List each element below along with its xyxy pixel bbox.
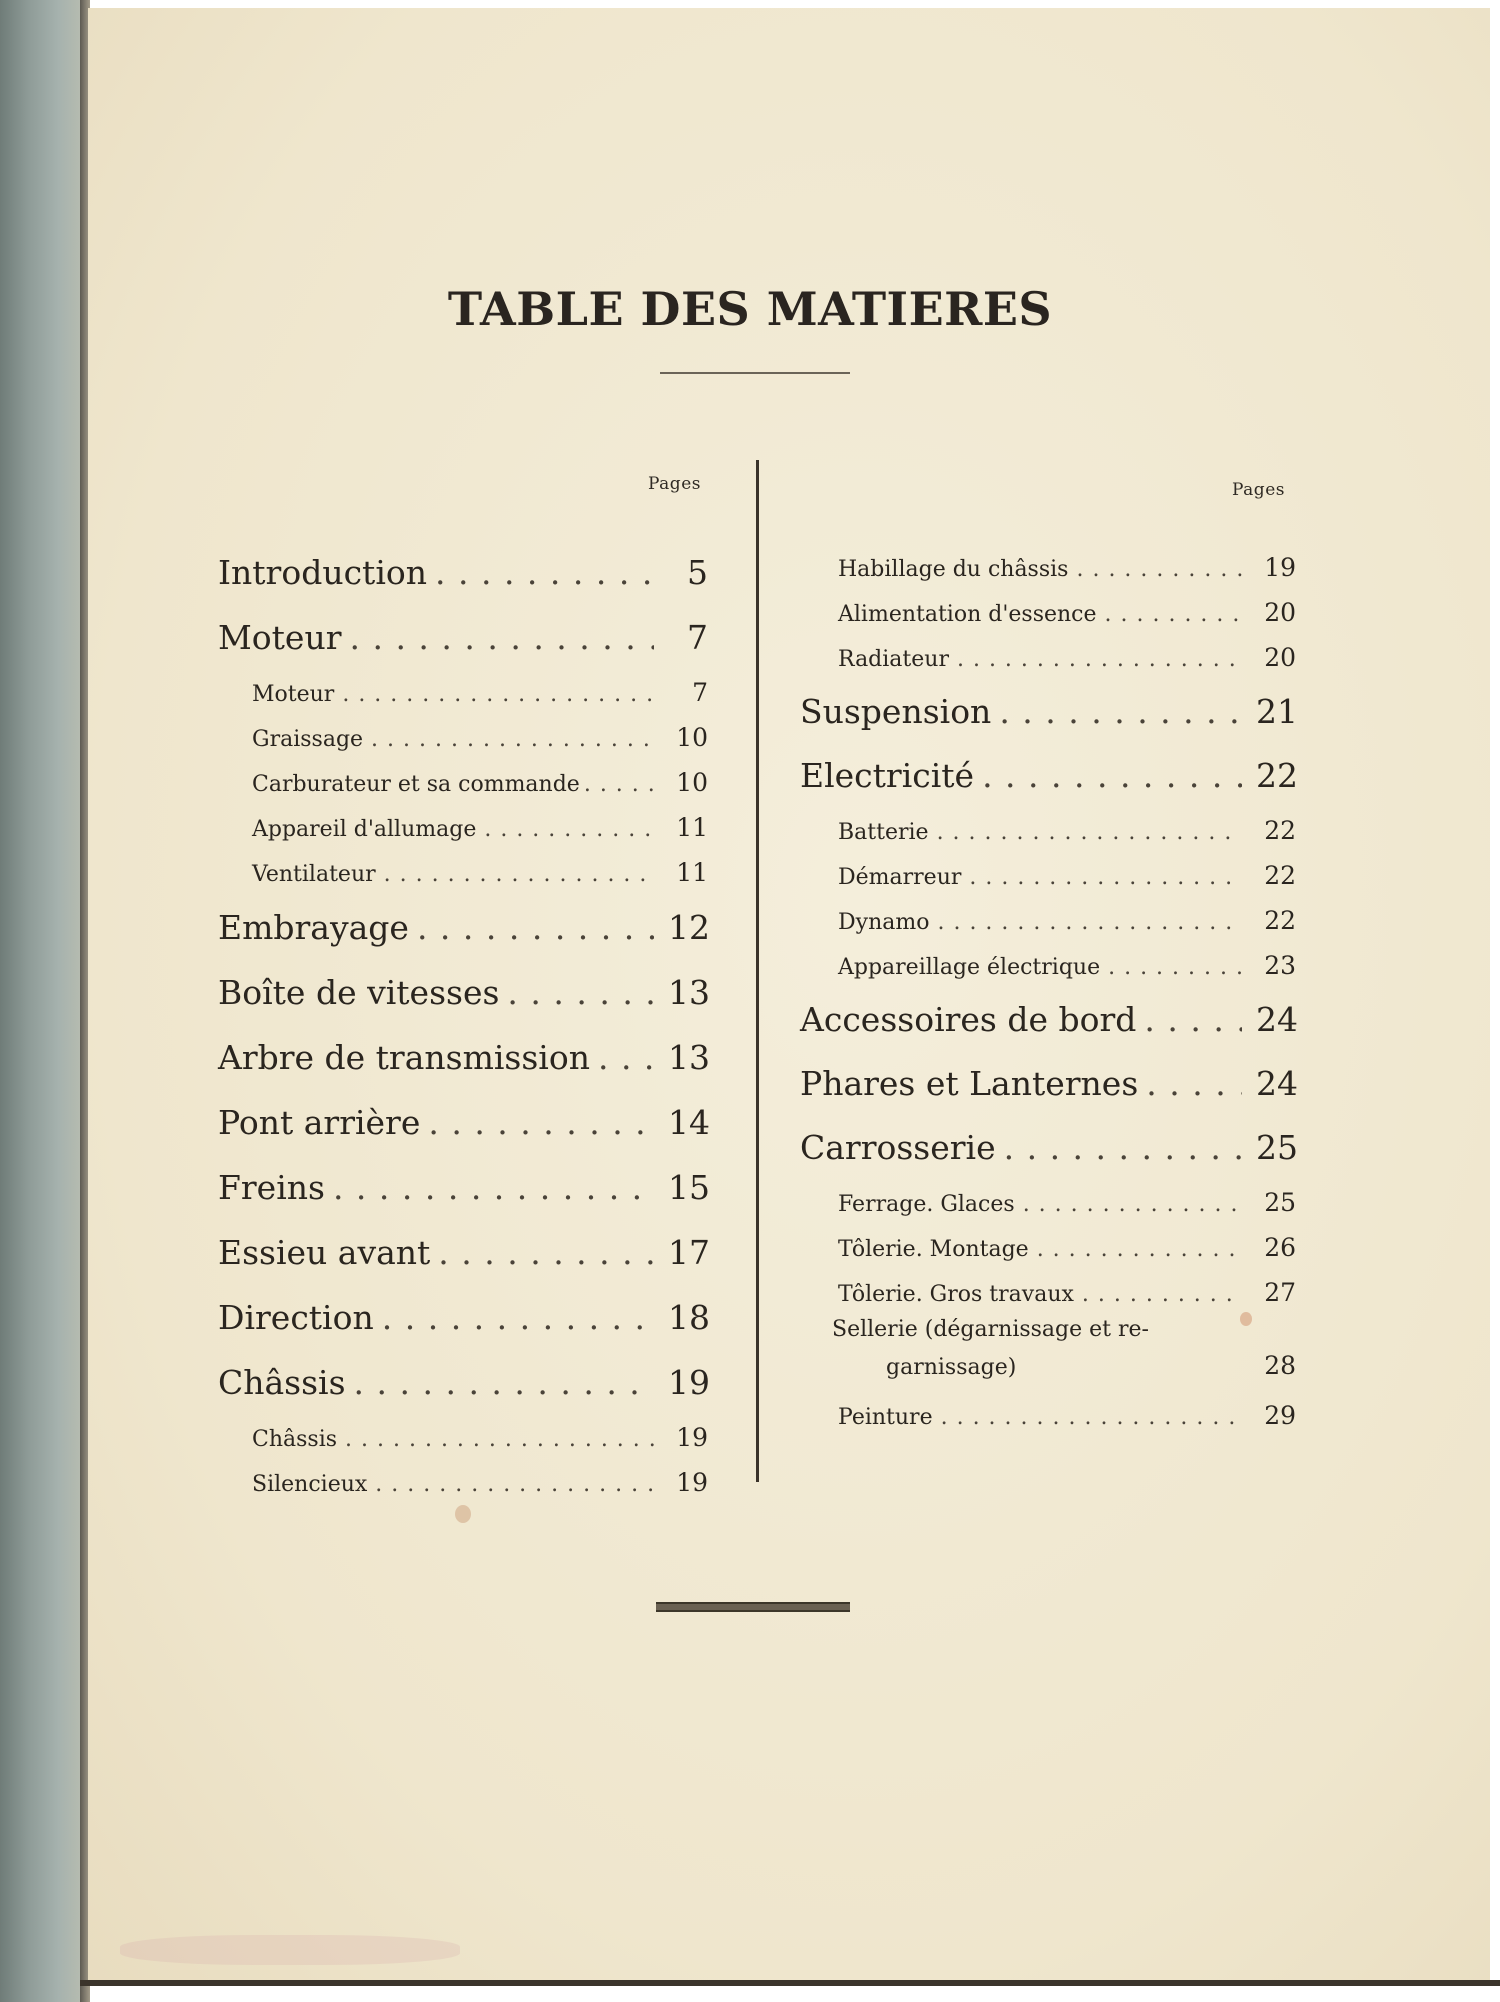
toc-subentry — [218, 715, 708, 760]
toc-subentry — [800, 898, 1296, 943]
toc-entry-label: Carburateur et sa commande — [252, 772, 580, 797]
toc-entry — [218, 1155, 708, 1220]
toc-entry — [218, 1090, 708, 1155]
toc-entry-page: 10 — [676, 768, 708, 797]
toc-entry-page: 17 — [668, 1233, 710, 1272]
toc-entry — [218, 1350, 708, 1415]
toc-subentry — [218, 760, 708, 805]
toc-entry-page: 19 — [1264, 553, 1296, 582]
pages-heading-right: Pages — [1232, 480, 1285, 500]
dot-leader — [584, 762, 662, 807]
toc-entry-page: 20 — [1264, 643, 1296, 672]
toc-entry — [800, 680, 1296, 744]
dot-leader — [428, 1090, 654, 1155]
dot-leader — [345, 1417, 654, 1462]
dot-leader — [438, 1220, 654, 1285]
toc-entry-page: 19 — [676, 1468, 708, 1497]
dot-leader — [1037, 1227, 1242, 1272]
toc-entry-page: 22 — [1264, 861, 1296, 890]
toc-entry — [800, 1116, 1296, 1180]
paper-stain — [455, 1505, 471, 1523]
toc-entry-label: Châssis — [252, 1427, 338, 1452]
toc-entry-page: 13 — [668, 973, 710, 1012]
dot-leader — [342, 672, 654, 717]
toc-entry-page: 27 — [1264, 1278, 1296, 1307]
toc-entry-page: 10 — [676, 723, 708, 752]
dot-leader — [354, 1350, 654, 1415]
toc-entry-label: Tôlerie. Gros travaux — [838, 1282, 1074, 1307]
toc-entry-label: Ventilateur — [252, 862, 376, 887]
toc-subentry — [800, 853, 1296, 898]
toc-entry-page: 7 — [692, 678, 708, 707]
dot-leader — [1076, 547, 1242, 592]
dot-leader — [507, 960, 654, 1025]
toc-entry-label: Tôlerie. Montage — [838, 1237, 1029, 1262]
toc-entry-label: Démarreur — [838, 865, 962, 890]
toc-subentry — [800, 1225, 1296, 1270]
dot-leader — [598, 1025, 654, 1090]
toc-subentry — [800, 1393, 1296, 1438]
toc-entry — [218, 540, 708, 605]
toc-entry — [218, 605, 708, 670]
toc-subentry — [800, 1180, 1296, 1225]
pages-heading-left: Pages — [648, 474, 701, 494]
toc-entry — [800, 1052, 1296, 1116]
toc-entry-label: Suspension — [800, 692, 992, 731]
dot-leader — [417, 895, 654, 960]
dot-leader — [941, 1395, 1242, 1440]
toc-subentry — [218, 1415, 708, 1460]
toc-entry-page: 22 — [1256, 756, 1298, 795]
toc-subentry — [800, 635, 1296, 680]
toc-subentry — [218, 670, 708, 715]
toc-entry-label: Graissage — [252, 727, 364, 752]
toc-entry-label: Freins — [218, 1168, 325, 1207]
toc-entry-page: 13 — [668, 1038, 710, 1077]
toc-subentry — [800, 808, 1296, 853]
closing-rule — [656, 1602, 850, 1612]
toc-entry — [800, 988, 1296, 1052]
toc-entry-page: 24 — [1256, 1064, 1298, 1103]
toc-entry-label: Peinture — [838, 1405, 933, 1430]
dot-leader — [937, 810, 1242, 855]
toc-entry — [218, 895, 708, 960]
dot-leader — [957, 637, 1242, 682]
toc-entry-page: 26 — [1264, 1233, 1296, 1262]
toc-entry-label: Radiateur — [838, 647, 949, 672]
toc-entry-label: Moteur — [252, 682, 335, 707]
toc-entry-page: 19 — [676, 1423, 708, 1452]
toc-entry — [218, 1220, 708, 1285]
paper-stain — [120, 1935, 460, 1965]
toc-entry-page: 14 — [668, 1103, 710, 1142]
title-rule — [660, 372, 850, 374]
toc-entry-label: Châssis — [218, 1363, 346, 1402]
page-bottom-edge — [80, 1980, 1500, 1986]
dot-leader — [982, 744, 1242, 808]
toc-entry-label: Dynamo — [838, 910, 930, 935]
toc-entry-page: 12 — [668, 908, 710, 947]
dot-leader — [382, 1285, 654, 1350]
toc-entry-label: Embrayage — [218, 908, 409, 947]
toc-left-column — [218, 540, 708, 1505]
toc-subentry — [218, 805, 708, 850]
column-divider — [756, 460, 759, 1482]
toc-entry — [218, 960, 708, 1025]
dot-leader — [1108, 945, 1242, 990]
toc-entry-page: 18 — [668, 1298, 710, 1337]
dot-leader — [1105, 592, 1242, 637]
toc-subentry — [218, 850, 708, 895]
toc-right-column — [800, 545, 1296, 1438]
dot-leader — [349, 605, 654, 670]
toc-entry-page: 23 — [1264, 951, 1296, 980]
toc-entry-page: 20 — [1264, 598, 1296, 627]
toc-entry-label: Alimentation d'essence — [838, 602, 1097, 627]
toc-entry-page: 24 — [1256, 1000, 1298, 1039]
toc-entry — [218, 1025, 708, 1090]
toc-subentry — [800, 590, 1296, 635]
toc-entry-label: Carrosserie — [800, 1128, 996, 1167]
toc-entry-label: Phares et Lanternes — [800, 1064, 1139, 1103]
toc-subentry — [800, 943, 1296, 988]
toc-entry-page: 22 — [1264, 906, 1296, 935]
toc-entry-label: Batterie — [838, 820, 929, 845]
toc-entry-page: 7 — [687, 618, 708, 657]
toc-entry-page: 28 — [1264, 1351, 1296, 1380]
toc-entry-label: Electricité — [800, 756, 975, 795]
dot-leader — [371, 717, 654, 762]
toc-entry-label: Habillage du châssis — [838, 557, 1069, 582]
toc-entry-page: 25 — [1256, 1128, 1298, 1167]
toc-entry-label: Essieu avant — [218, 1233, 431, 1272]
toc-entry-page: 11 — [676, 813, 708, 842]
page-title: TABLE DES MATIERES — [447, 282, 1053, 336]
toc-entry-label: Appareillage électrique — [838, 955, 1101, 980]
dot-leader — [999, 680, 1242, 744]
dot-leader — [435, 540, 654, 605]
toc-entry-label: Boîte de vitesses — [218, 973, 500, 1012]
toc-entry-label: Introduction — [218, 553, 427, 592]
toc-subentry — [800, 1315, 1296, 1393]
toc-entry-page: 21 — [1256, 692, 1298, 731]
dot-leader — [1023, 1182, 1242, 1227]
toc-entry-page: 5 — [687, 553, 708, 592]
toc-entry-label-cont: garnissage) — [886, 1355, 1017, 1380]
dot-leader — [969, 855, 1242, 900]
toc-entry-label: Moteur — [218, 618, 342, 657]
toc-entry-continuation — [800, 1351, 1296, 1380]
toc-entry-label: Silencieux — [252, 1472, 368, 1497]
toc-subentry — [800, 1270, 1296, 1315]
toc-subentry — [218, 1460, 708, 1505]
toc-entry-label: Appareil d'allumage — [252, 817, 477, 842]
toc-entry — [218, 1285, 708, 1350]
toc-entry-page: 29 — [1264, 1401, 1296, 1430]
dot-leader — [375, 1462, 654, 1507]
toc-entry-page: 25 — [1264, 1188, 1296, 1217]
dot-leader — [384, 852, 654, 897]
toc-entry-page: 19 — [668, 1363, 710, 1402]
toc-entry-label: Pont arrière — [218, 1103, 421, 1142]
toc-entry-label: Accessoires de bord — [800, 1000, 1137, 1039]
toc-entry-label: Ferrage. Glaces — [838, 1192, 1015, 1217]
toc-entry-label: Sellerie (dégarnissage et re- — [832, 1317, 1149, 1342]
dot-leader — [333, 1155, 654, 1220]
toc-entry-page: 11 — [676, 858, 708, 887]
toc-entry-label: Arbre de transmission — [218, 1038, 590, 1077]
toc-entry-label: Direction — [218, 1298, 374, 1337]
toc-entry — [800, 744, 1296, 808]
toc-subentry — [800, 545, 1296, 590]
toc-entry-page: 22 — [1264, 816, 1296, 845]
dot-leader — [937, 900, 1242, 945]
toc-entry-page: 15 — [668, 1168, 710, 1207]
dot-leader — [1144, 988, 1242, 1052]
dot-leader — [1146, 1052, 1242, 1116]
dot-leader — [1082, 1272, 1242, 1317]
dot-leader — [1004, 1116, 1242, 1180]
dot-leader — [484, 807, 654, 852]
